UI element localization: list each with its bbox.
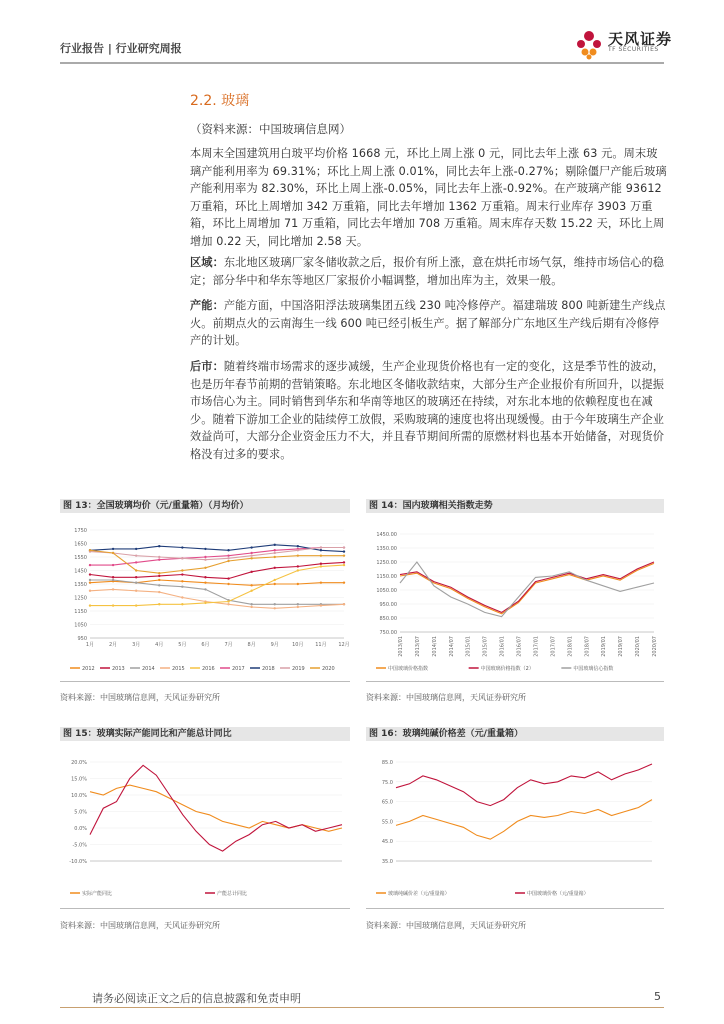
data-point [158,584,160,586]
data-point [135,548,137,550]
x-tick-label: 2013/07 [414,636,421,657]
data-point [297,603,299,605]
data-point [227,583,229,585]
data-point [89,604,91,606]
data-point [250,584,252,586]
legend-label: 实际产能同比 [82,891,113,897]
page-number: 5 [654,990,661,1003]
x-tick-label: 10月 [292,642,304,648]
data-point [89,579,91,581]
data-point [158,591,160,593]
x-tick-label: 4月 [155,642,164,648]
data-point [250,546,252,548]
data-point [297,565,299,567]
data-point [89,581,91,583]
data-point [112,604,114,606]
data-point [297,606,299,608]
data-point [320,554,322,556]
data-point [204,559,206,561]
figure-14-svg [366,520,664,678]
y-tick-label: 75.0 [381,779,393,786]
data-point [343,564,345,566]
data-point [274,544,276,546]
data-point [274,607,276,609]
y-tick-label: 20.0% [71,760,87,766]
data-point [297,545,299,547]
y-tick-label: -5.0% [72,842,87,849]
x-tick-label: 2014/01 [431,636,438,657]
legend-label: 中国玻璃信心指数 [573,666,614,672]
x-tick-label: 1月 [85,642,95,648]
figure-16-rule [366,908,664,909]
legend-label: 2018 [262,666,275,672]
data-point [135,569,137,571]
legend-label: 2012 [82,666,95,672]
x-tick-label: 2019/01 [601,636,608,657]
data-point [274,549,276,551]
figure-15-rule [60,908,350,909]
data-point [181,557,183,559]
paragraph-region [190,254,667,289]
figure-13-chart [60,520,350,678]
data-point [181,569,183,571]
data-point [343,603,345,605]
data-point [112,564,114,566]
y-tick-label: 1450 [74,568,87,575]
data-point [250,571,252,573]
data-point [204,556,206,558]
y-tick-label: 1250 [74,595,87,602]
figure-15-chart [60,748,350,903]
data-point [274,603,276,605]
x-tick-label: 2014/07 [448,636,455,657]
data-point [250,552,252,554]
x-tick-label: 11月 [315,642,327,648]
data-point [343,554,345,556]
data-point [112,588,114,590]
data-point [89,549,91,551]
y-tick-label: 750.00 [379,630,397,636]
series-line [90,785,342,831]
data-point [181,603,183,605]
paragraph-label: 后市： [190,360,224,373]
y-tick-label: 1150.00 [376,574,397,580]
data-point [181,586,183,588]
figure-14-source: 资料来源：中国玻璃信息网，天风证券研究所 [366,693,526,702]
x-tick-label: 2017/07 [550,636,557,657]
report-breadcrumb: 行业报告 | 行业研究周报 [60,42,182,55]
legend-label: 2019 [292,666,305,672]
series-line [90,550,344,573]
y-tick-label: 35.0 [381,859,393,865]
y-tick-label: 45.0 [381,839,393,846]
data-point [135,561,137,563]
data-point [297,549,299,551]
logo-name: 天风证券 [608,30,673,48]
figure-14-chart [366,520,664,678]
series-line [396,800,652,840]
data-point [227,603,229,605]
logo-subtitle: TF SECURITIES [608,46,659,53]
legend-label: 玻璃纯碱价差（元/重量箱） [388,891,450,897]
legend-label: 产能总计同比 [217,891,248,897]
data-point [274,567,276,569]
paragraph-text: 本周末全国建筑用白玻平均价格 1668 元，环比上周上涨 0 元，同比去年上涨 63 元。周末玻璃产能利用率为 69.31%；环比上周上涨 0.01%，同比去年上涨-0.27%；剔除僵尸产能后玻璃产能利用率为 82.30%，环比上周上涨-0.05%，同比去年上涨-0.92%。在产玻璃产能 93612 万重箱，环比上周增加 342 万重箱，同比去年增加 1362 万重箱。周末行业库存 3903 万重箱，环比上周增加 71 万重箱，同比去年增加 708 万重箱。周末库存天数 15.22 天，环比上周增加 0.22 天，同比增加 2.58 天。 [190,147,667,248]
y-tick-label: 1350 [74,582,87,588]
data-point [204,548,206,550]
x-tick-label: 6月 [201,642,210,648]
data-point [274,552,276,554]
x-tick-label: 2018/07 [584,636,591,657]
data-point [135,604,137,606]
legend-label: 2013 [112,666,125,672]
data-point [181,573,183,575]
figure-14-title: 图 14：国内玻璃相关指数走势 [366,499,664,513]
data-point [204,576,206,578]
figure-14-rule [366,681,664,682]
data-point [158,603,160,605]
data-point [297,554,299,556]
series-line [400,562,654,617]
y-tick-label: 850.00 [379,616,397,622]
data-point [320,604,322,606]
data-point [181,580,183,582]
y-tick-label: 1050.00 [376,588,397,594]
y-tick-label: 1750 [74,528,87,534]
x-tick-label: 2018/01 [567,636,574,657]
legend-label: 中国玻璃价格指数（2） [480,666,534,672]
data-point [204,581,206,583]
data-point [250,557,252,559]
series-line [90,765,342,851]
data-point [227,560,229,562]
data-point [204,588,206,590]
x-tick-label: 9月 [270,642,279,648]
data-point [135,554,137,556]
x-tick-label: 2017/01 [533,636,540,657]
y-tick-label: 1150 [74,609,87,615]
x-tick-label: 2015/07 [482,636,489,657]
figure-15-svg [60,748,350,903]
x-tick-label: 2013/01 [398,636,404,657]
figure-16-chart [366,748,664,903]
data-point [343,546,345,548]
data-point [320,581,322,583]
data-point [204,602,206,604]
x-tick-label: 2019/07 [618,636,625,657]
figure-16-svg [366,748,664,903]
y-tick-label: 1050 [74,622,87,629]
data-point [112,579,114,581]
legend-label: 2017 [232,666,245,672]
x-tick-label: 12月 [338,642,350,648]
x-tick-label: 2016/01 [499,636,506,657]
data-point [135,576,137,578]
figure-13-rule [60,681,350,682]
paragraph-outlook [190,358,667,463]
data-point [297,583,299,585]
data-point [135,590,137,592]
brand-logo [572,26,682,62]
data-point [158,575,160,577]
figure-16-source: 资料来源：中国玻璃信息网，天风证券研究所 [366,921,526,930]
data-point [227,549,229,551]
legend-label: 中国玻璃价格（元/重量箱） [527,891,589,897]
x-tick-label: 2016/07 [516,636,523,657]
x-tick-label: 2月 [108,642,118,648]
x-tick-label: 8月 [247,642,256,648]
data-point [227,600,229,602]
paragraph-label: 区域： [190,256,224,269]
data-point [112,576,114,578]
data-point [181,596,183,598]
y-tick-label: 5.0% [74,809,87,816]
data-point [274,579,276,581]
x-tick-label: 2015/01 [465,636,472,657]
y-tick-label: 1550 [74,555,87,561]
data-point [297,569,299,571]
data-point [227,554,229,556]
data-point [89,590,91,592]
data-point [112,548,114,550]
legend-label: 中国玻璃价格指数 [388,666,429,672]
paragraph-label: 产能： [190,299,224,312]
data-point [320,563,322,565]
data-point [227,577,229,579]
x-tick-label: 5月 [178,642,187,648]
data-point [320,565,322,567]
y-tick-label: 85.0 [381,760,393,766]
data-point [250,603,252,605]
data-point [89,564,91,566]
data-point [250,590,252,592]
legend-label: 2015 [172,666,185,672]
footer-disclaimer: 请务必阅读正文之后的信息披露和免责申明 [92,992,301,1005]
data-point [158,545,160,547]
series-line [90,565,344,606]
data-point [250,554,252,556]
data-point [181,546,183,548]
figure-15-source: 资料来源：中国玻璃信息网，天风证券研究所 [60,921,220,930]
figure-13-title: 图 13：全国玻璃均价（元/重量箱）（月均价） [60,499,350,513]
data-point [135,581,137,583]
paragraph-capacity [190,297,667,350]
legend-label: 2016 [202,666,215,672]
figure-13-source: 资料来源：中国玻璃信息网，天风证券研究所 [60,693,220,702]
section-title: 2.2. 玻璃 [190,93,250,109]
figure-16-title: 图 16：玻璃纯碱价格差（元/重量箱） [366,727,664,741]
x-tick-label: 3月 [132,642,141,648]
data-point [158,572,160,574]
figure-15-title: 图 15：玻璃实际产能同比和产能总计同比 [60,727,350,741]
y-tick-label: 1350.00 [376,546,397,552]
data-point [204,567,206,569]
x-tick-label: 7月 [224,642,233,648]
x-tick-label: 2020/01 [635,636,642,657]
y-tick-label: 1450.00 [376,532,397,538]
logo-mark-icon [572,26,606,60]
figure-13-svg [60,520,350,678]
data-point [250,606,252,608]
y-tick-label: 10.0% [71,793,87,799]
y-tick-label: 950.00 [379,602,397,608]
data-point [274,556,276,558]
paragraph-text: 东北地区玻璃厂家冬储收款之后，报价有所上涨，意在烘托市场气氛，维持市场信心的稳定；部分华中和华东等地区厂家报价小幅调整，增加出库为主，效果一般。 [190,256,665,287]
data-point [320,549,322,551]
y-tick-label: 55.0 [381,819,393,826]
y-tick-label: 950 [77,636,87,642]
data-point [89,573,91,575]
y-tick-label: 1650 [74,541,87,548]
x-tick-label: 2020/07 [652,636,658,657]
data-point [343,561,345,563]
section-source: （资料来源：中国玻璃信息网） [190,122,351,136]
y-tick-label: 15.0% [71,776,87,783]
legend-label: 2020 [322,666,335,672]
data-point [227,557,229,559]
data-point [112,552,114,554]
footer-divider [60,1007,664,1008]
paragraph-text: 产能方面，中国洛阳浮法玻璃集团五线 230 吨冷修停产。福建瑞玻 800 吨新建生产线点火。前期点火的云南海生一线 600 吨已经引板生产。据了解部分广东地区生产线后期有冷修停产的计划。 [190,299,666,347]
y-tick-label: -10.0% [69,859,87,865]
y-tick-label: 0.0% [74,826,87,832]
y-tick-label: 1250.00 [376,560,397,566]
header-divider [60,62,664,64]
data-point [158,559,160,561]
data-point [158,579,160,581]
series-line [90,580,344,585]
paragraph-summary [190,145,667,250]
data-point [343,550,345,552]
data-point [158,556,160,558]
data-point [274,583,276,585]
series-line [396,764,652,806]
data-point [343,581,345,583]
data-point [320,546,322,548]
legend-label: 2014 [142,666,155,672]
y-tick-label: 65.0 [381,799,393,806]
paragraph-text: 随着终端市场需求的逐步减缓，生产企业现货价格也有一定的变化，这是季节性的波动，也是历年春节前期的营销策略。东北地区冬储收款结束，大部分生产企业报价有所回升，以提振市场信心为主。同时销售到华东和华南等地区的玻璃还在持续，对东北本地的依赖程度也在减少。随着下游加工企业的陆续停工放假，采购玻璃的速度也将出现缓慢。由于今年玻璃生产企业效益尚可，大部分企业资金压力不大，并且春节期间所需的原燃材料也基本开始储备，对现货价格没有过多的要求。 [190,360,665,461]
